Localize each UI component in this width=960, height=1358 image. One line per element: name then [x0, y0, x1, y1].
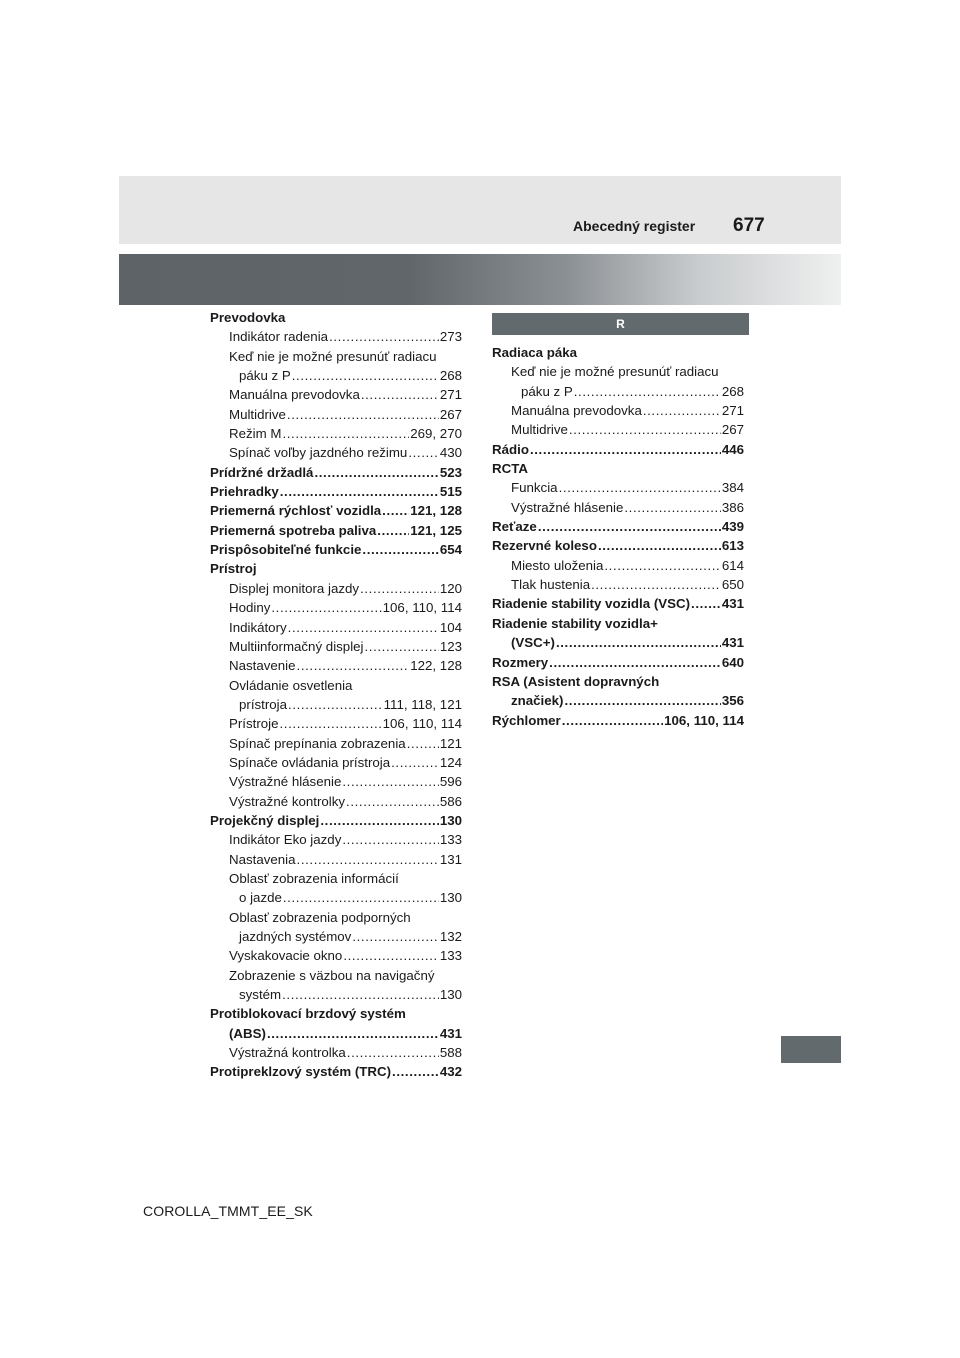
- index-entry: [210, 308, 462, 327]
- index-entry: [210, 385, 462, 404]
- page-number: 677: [733, 215, 765, 236]
- index-entry: [492, 633, 744, 652]
- index-entry-text: Indikátory: [229, 619, 287, 635]
- index-entry-text: Keď nie je možné presunúť radiacu: [511, 364, 719, 380]
- index-entry: [492, 343, 744, 362]
- index-entry-pages: 613: [721, 538, 744, 554]
- dot-leader: [391, 753, 439, 772]
- index-entry-text: Oblasť zobrazenia podporných: [229, 909, 411, 925]
- index-entry-pages: 271: [721, 403, 744, 419]
- index-entry-text: (ABS): [229, 1025, 266, 1041]
- index-entry-pages: 106, 110, 114: [664, 712, 744, 728]
- index-entry-text: Ovládanie osvetlenia: [229, 677, 353, 693]
- dot-leader: [382, 501, 409, 520]
- index-entry: [492, 672, 744, 691]
- index-entry-text: Prídržné držadlá: [210, 464, 314, 480]
- index-entry-pages: 596: [439, 774, 462, 790]
- index-entry-pages: 123: [439, 638, 462, 654]
- index-entry-text: Indikátor radenia: [229, 329, 329, 345]
- index-entry: [210, 366, 462, 385]
- index-entry: [492, 691, 744, 710]
- index-entry: [210, 347, 462, 366]
- index-entry: [210, 734, 462, 753]
- index-entry: [210, 424, 462, 443]
- index-entry-pages: 268: [721, 383, 744, 399]
- chapter-side-tab: [781, 1036, 841, 1063]
- dot-leader: [574, 382, 721, 401]
- index-entry-text: značiek): [511, 693, 564, 709]
- index-entry: [492, 362, 744, 381]
- index-entry-pages: 133: [439, 948, 462, 964]
- index-entry-text: (VSC+): [511, 635, 555, 651]
- index-entry-pages: 588: [439, 1045, 462, 1061]
- dot-leader: [314, 463, 438, 482]
- index-entry-pages: 121: [439, 735, 462, 751]
- dot-leader: [407, 734, 439, 753]
- index-entry-pages: 430: [439, 445, 462, 461]
- dot-leader: [362, 540, 438, 559]
- index-entry-pages: 432: [439, 1064, 462, 1080]
- index-entry-pages: 269, 270: [410, 426, 462, 442]
- index-entry-text: Reťaze: [492, 519, 537, 535]
- index-entry-text: Nastavenie: [229, 658, 296, 674]
- index-entry-pages: 111, 118, 121: [383, 696, 462, 712]
- index-entry: [492, 440, 744, 459]
- index-entry-text: Priemerná spotreba paliva: [210, 522, 377, 538]
- index-entry: [210, 559, 462, 578]
- dot-leader: [343, 946, 438, 965]
- dot-leader: [283, 888, 439, 907]
- index-entry-pages: 133: [439, 832, 462, 848]
- index-entry-text: Manuálna prevodovka: [229, 387, 360, 403]
- index-entry-pages: 654: [439, 542, 462, 558]
- index-entry: [492, 536, 744, 555]
- index-entry-pages: 106, 110, 114: [382, 716, 462, 732]
- index-entry: [210, 656, 462, 675]
- index-entry: [210, 966, 462, 985]
- dot-leader: [297, 850, 439, 869]
- dot-leader: [352, 927, 438, 946]
- dot-leader: [365, 637, 439, 656]
- dot-leader: [329, 327, 439, 346]
- index-entry: [210, 908, 462, 927]
- index-entry-text: systém: [239, 987, 282, 1003]
- dot-leader: [271, 598, 381, 617]
- index-entry-text: RCTA: [492, 461, 528, 477]
- dot-leader: [282, 985, 439, 1004]
- index-entry: [492, 653, 744, 672]
- index-entry-text: Manuálna prevodovka: [511, 403, 642, 419]
- index-entry: [210, 540, 462, 559]
- index-entry-text: Nastavenia: [229, 851, 296, 867]
- index-entry: [210, 482, 462, 501]
- index-entry: [492, 401, 744, 420]
- index-entry-text: Spínač prepínania zobrazenia: [229, 735, 406, 751]
- index-entry-text: Radiaca páka: [492, 345, 578, 360]
- index-entry-text: Prístroj: [210, 561, 257, 577]
- index-entry-pages: 130: [439, 890, 462, 906]
- index-entry-pages: 132: [439, 929, 462, 944]
- dot-leader: [549, 653, 721, 672]
- index-entry-pages: 446: [721, 441, 744, 457]
- dot-leader: [287, 405, 439, 424]
- dot-leader: [360, 579, 439, 598]
- index-entry: [210, 869, 462, 888]
- dot-leader: [408, 443, 438, 462]
- letter-heading-label: R: [616, 317, 625, 331]
- index-entry-pages: 640: [721, 654, 744, 670]
- dot-leader: [559, 478, 721, 497]
- index-entry-pages: 130: [439, 987, 462, 1003]
- dot-leader: [288, 695, 383, 714]
- index-entry-text: RSA (Asistent dopravných: [492, 673, 660, 689]
- index-entry: [210, 521, 462, 540]
- dot-leader: [564, 691, 720, 710]
- dot-leader: [598, 536, 721, 555]
- dot-leader: [691, 594, 721, 613]
- dot-leader: [361, 385, 439, 404]
- index-entry: [210, 618, 462, 637]
- index-entry: [210, 443, 462, 462]
- dot-leader: [280, 482, 439, 501]
- index-entry: [492, 420, 744, 439]
- index-entry-pages: 122, 128: [410, 658, 462, 674]
- index-entry-pages: 439: [721, 519, 744, 535]
- dot-leader: [643, 401, 721, 420]
- index-entry: [492, 478, 744, 497]
- header-gradient-bar: [119, 254, 841, 305]
- index-entry-text: jazdných systémov: [239, 929, 352, 944]
- index-entry: [492, 459, 744, 478]
- index-entry-pages: 386: [721, 499, 744, 515]
- dot-leader: [604, 556, 720, 575]
- index-entry: [210, 811, 462, 830]
- index-entry-pages: 104: [439, 619, 462, 635]
- index-entry-pages: 614: [721, 557, 744, 573]
- index-entry-text: Zobrazenie s väzbou na navigačný: [229, 967, 435, 983]
- index-entry: [210, 850, 462, 869]
- index-entry-text: Rezervné koleso: [492, 538, 597, 554]
- index-entry-text: Výstražné kontrolky: [229, 793, 346, 809]
- dot-leader: [280, 714, 382, 733]
- index-entry: [210, 598, 462, 617]
- index-entry-pages: 431: [439, 1025, 462, 1041]
- index-entry: [492, 556, 744, 575]
- index-entry-text: Indikátor Eko jazdy: [229, 832, 342, 848]
- index-entry: [210, 714, 462, 733]
- dot-leader: [562, 711, 663, 730]
- index-entry-pages: 124: [439, 754, 462, 770]
- index-entry-text: Riadenie stability vozidla (VSC): [492, 596, 691, 612]
- dot-leader: [297, 656, 410, 675]
- index-entry-text: Funkcia: [511, 480, 558, 496]
- index-entry: [492, 382, 744, 401]
- dot-leader: [624, 498, 720, 517]
- index-entry-text: Riadenie stability vozidla+: [492, 615, 658, 631]
- index-entry-pages: 106, 110, 114: [382, 600, 462, 616]
- index-column-left: [210, 308, 462, 1082]
- index-entry-text: Spínač voľby jazdného režimu: [229, 445, 408, 461]
- section-title: Abecedný register: [573, 218, 696, 234]
- index-entry-pages: 431: [721, 596, 744, 612]
- dot-leader: [530, 440, 721, 459]
- index-entry-pages: 586: [439, 793, 462, 809]
- dot-leader: [347, 1043, 439, 1062]
- dot-leader: [342, 830, 438, 849]
- index-entry-text: páku z P: [239, 368, 291, 384]
- index-entry-text: Oblasť zobrazenia informácií: [229, 870, 399, 886]
- index-entry-text: Keď nie je možné presunúť radiacu: [229, 348, 437, 364]
- index-entry-pages: 131: [439, 851, 462, 867]
- index-entry-pages: 273: [439, 329, 462, 345]
- index-entry: [210, 1004, 462, 1023]
- index-entry: [210, 792, 462, 811]
- dot-leader: [282, 424, 409, 443]
- index-entry: [210, 463, 462, 482]
- dot-leader: [538, 517, 721, 536]
- index-entry-text: Prístroje: [229, 716, 279, 732]
- index-entry: [210, 1062, 462, 1081]
- index-entry: [210, 676, 462, 695]
- index-entry-pages: 271: [439, 387, 462, 403]
- index-entry-pages: 431: [721, 635, 744, 651]
- index-entry-text: Multiinformačný displej: [229, 638, 364, 654]
- index-entry-pages: 121, 128: [410, 503, 462, 519]
- index-entry-pages: 650: [721, 577, 744, 593]
- dot-leader: [346, 792, 439, 811]
- index-entry: [210, 888, 462, 907]
- dot-leader: [556, 633, 721, 652]
- index-entry-text: Protipreklzový systém (TRC): [210, 1064, 392, 1080]
- index-entry-text: Rýchlomer: [492, 712, 561, 728]
- index-entry-text: Multidrive: [511, 422, 568, 438]
- index-entry-pages: 121, 125: [410, 522, 462, 538]
- index-entry-pages: 384: [721, 480, 744, 496]
- index-entry-text: Vyskakovacie okno: [229, 948, 343, 964]
- index-entry: [492, 575, 744, 594]
- index-entry-text: Výstražná kontrolka: [229, 1045, 346, 1061]
- index-entry-text: Výstražné hlásenie: [511, 499, 624, 515]
- index-entry-text: o jazde: [239, 890, 282, 906]
- index-entry: [210, 579, 462, 598]
- index-entry: [210, 985, 462, 1004]
- index-entry: [210, 830, 462, 849]
- index-entry-text: Rozmery: [492, 654, 549, 670]
- index-entry-text: Hodiny: [229, 600, 271, 616]
- index-entry: [210, 405, 462, 424]
- index-entry-text: Multidrive: [229, 406, 286, 422]
- index-entry-text: Projekčný displej: [210, 812, 320, 828]
- index-entry-text: Protiblokovací brzdový systém: [210, 1006, 406, 1022]
- dot-leader: [288, 618, 439, 637]
- index-entry-pages: 515: [439, 484, 462, 500]
- index-entry: [492, 498, 744, 517]
- dot-leader: [342, 772, 438, 791]
- index-entry: [492, 517, 744, 536]
- dot-leader: [392, 1062, 439, 1081]
- index-entry: [210, 501, 462, 520]
- index-entry-text: Priehradky: [210, 484, 279, 500]
- index-entry-pages: 267: [721, 422, 744, 438]
- index-entry: [210, 695, 462, 714]
- index-entry-text: Prispôsobiteľné funkcie: [210, 542, 362, 558]
- dot-leader: [320, 811, 438, 830]
- index-entry-text: Priemerná rýchlosť vozidla: [210, 503, 382, 519]
- index-entry-text: Tlak hustenia: [511, 577, 591, 593]
- dot-leader: [377, 521, 409, 540]
- dot-leader: [569, 420, 721, 439]
- index-entry-pages: 356: [721, 693, 744, 709]
- footer-document-code: COROLLA_TMMT_EE_SK: [143, 1203, 313, 1219]
- index-entry: [210, 327, 462, 346]
- index-entry: [210, 1024, 462, 1043]
- index-entry-pages: 523: [439, 464, 462, 480]
- index-entry-text: Režim M: [229, 426, 282, 442]
- dot-leader: [267, 1024, 439, 1043]
- index-entry-pages: 268: [439, 368, 462, 384]
- index-entry-text: Rádio: [492, 441, 529, 457]
- index-entry: [210, 1043, 462, 1062]
- index-entry: [492, 711, 744, 730]
- index-entry: [210, 772, 462, 791]
- index-entry-text: Výstražné hlásenie: [229, 774, 342, 790]
- index-entry: [210, 637, 462, 656]
- index-entry: [492, 614, 744, 633]
- index-entry-pages: 130: [439, 812, 462, 828]
- index-entry-text: Miesto uloženia: [511, 557, 604, 573]
- index-entry-text: Prevodovka: [210, 310, 286, 325]
- index-entry-text: Displej monitora jazdy: [229, 580, 360, 596]
- index-entry-pages: 120: [439, 580, 462, 596]
- dot-leader: [591, 575, 721, 594]
- index-entry: [210, 753, 462, 772]
- index-entry-pages: 267: [439, 406, 462, 422]
- index-entry: [210, 946, 462, 965]
- dot-leader: [292, 366, 439, 385]
- index-entry-text: prístroja: [239, 696, 288, 712]
- letter-heading: [492, 313, 749, 335]
- index-entry: [210, 927, 462, 946]
- index-column-right: [492, 343, 744, 730]
- index-entry: [492, 594, 744, 613]
- index-entry-text: páku z P: [521, 383, 573, 399]
- index-entry-text: Spínače ovládania prístroja: [229, 754, 391, 770]
